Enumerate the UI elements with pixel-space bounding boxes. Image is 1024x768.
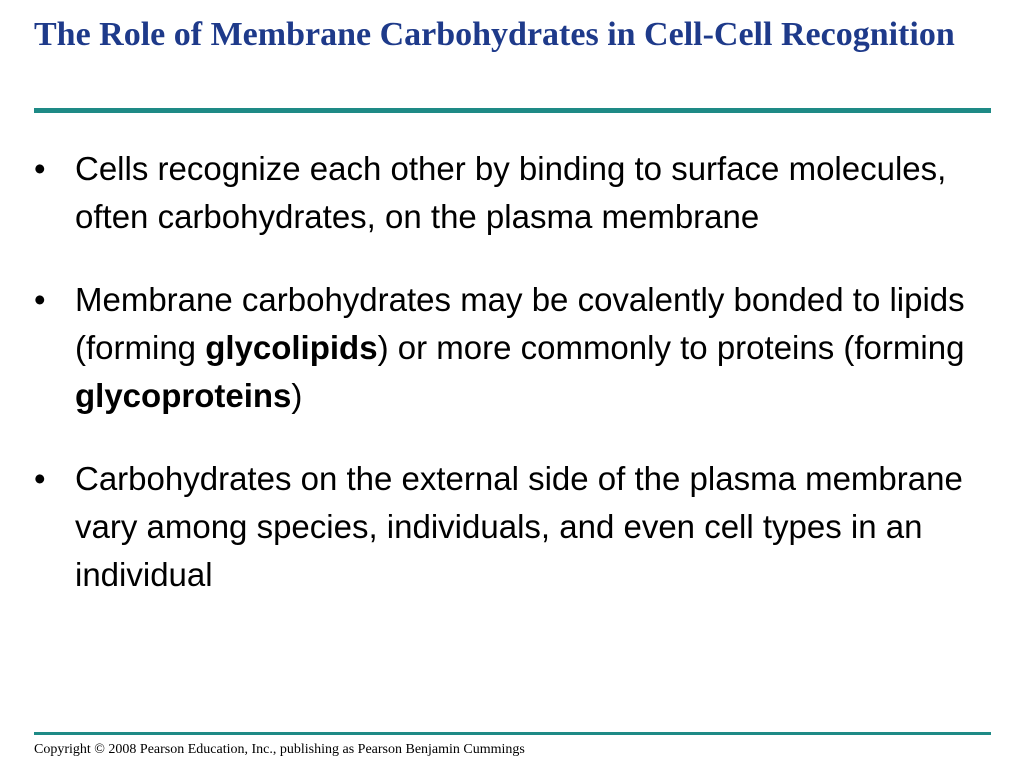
bullet-item <box>34 145 994 241</box>
footer-divider <box>34 732 991 735</box>
bullet-text: Carbohydrates on the external side of the plasma membrane vary among species, individuals, and even cell types in an individual <box>75 460 963 593</box>
title-divider <box>34 108 991 113</box>
bullet-list <box>34 145 994 634</box>
term-glycolipids: glycolipids <box>205 329 378 366</box>
bullet-text-run: ) <box>291 377 303 414</box>
bullet-text <box>75 281 965 414</box>
term-glycoproteins: glycoproteins <box>75 377 292 414</box>
bullet-text: Cells recognize each other by binding to surface molecules, often carbohydrates, on the plasma membrane <box>75 150 947 235</box>
bullet-marker: • <box>34 460 46 497</box>
copyright-footer: Copyright © 2008 Pearson Education, Inc., publishing as Pearson Benjamin Cummings <box>34 742 525 757</box>
bullet-marker: • <box>34 281 46 318</box>
bullet-marker: • <box>34 150 46 187</box>
bullet-text-run: Membrane carbohydrates may be covalently bonded to lipids (forming <box>75 281 965 366</box>
slide-title: The Role of Membrane Carbohydrates in Cell-Cell Recognition <box>34 16 955 53</box>
bullet-item <box>34 276 994 420</box>
bullet-text-run: ) or more commonly to proteins (forming <box>377 329 965 366</box>
bullet-item <box>34 455 994 599</box>
